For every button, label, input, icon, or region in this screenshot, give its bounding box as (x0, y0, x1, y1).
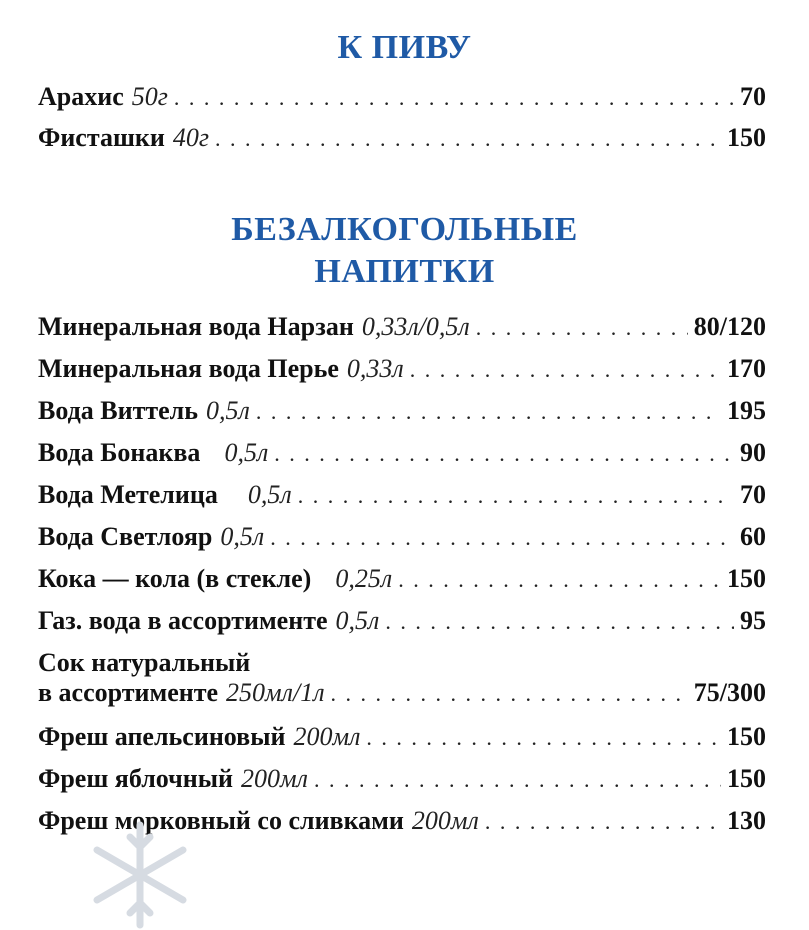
section-title-soft-drinks-line2: НАПИТКИ (314, 253, 495, 290)
dot-leader (256, 391, 721, 433)
item-volume: 0,5л (335, 606, 380, 635)
item-volume: 40г (172, 123, 210, 152)
item-price: 90 (740, 438, 766, 467)
dot-leader (385, 601, 734, 643)
item-name: Фреш апельсиновый (38, 722, 286, 751)
item-name: в ассортименте (38, 678, 219, 707)
menu-item (38, 474, 766, 516)
dot-leader (476, 307, 688, 349)
menu-item (38, 516, 766, 558)
dot-leader (174, 77, 734, 119)
item-volume: 0,5л (206, 396, 250, 425)
menu-item (38, 76, 766, 118)
item-price: 70 (740, 480, 766, 509)
item-volume: 0,33л/0,5л (361, 312, 470, 341)
dot-leader (331, 673, 688, 715)
item-volume: 50г (131, 82, 168, 111)
dot-leader (270, 517, 734, 559)
dot-leader (298, 475, 734, 517)
dot-leader (274, 433, 734, 475)
menu-item (38, 716, 766, 758)
item-volume: 200мл (293, 722, 361, 751)
item-price: 80/120 (693, 312, 766, 341)
dot-leader (366, 717, 721, 759)
item-volume: 250мл/1л (226, 678, 325, 707)
item-volume: 0,33л (346, 354, 404, 383)
section-title-beer-snacks: К ПИВУ (337, 29, 472, 66)
item-volume: 0,5л (224, 438, 269, 467)
item-name: Вода Бонаква (38, 438, 201, 467)
item-name: Минеральная вода Перье (38, 354, 339, 383)
dot-leader (314, 759, 721, 801)
item-name: Газ. вода в ассортименте (38, 606, 328, 635)
item-price: 195 (727, 396, 766, 425)
item-name: Кока — кола (в стекле) (38, 564, 312, 593)
menu-item (38, 758, 766, 800)
dot-leader (398, 559, 721, 601)
menu-item (38, 348, 766, 390)
item-price: 170 (727, 354, 766, 383)
item-volume: 0,5л (220, 522, 265, 551)
menu-item (38, 432, 766, 474)
item-price: 150 (727, 764, 766, 793)
item-name: Вода Светлояр (38, 522, 213, 551)
item-name: Арахис (38, 82, 124, 111)
item-name: Вода Виттель (38, 396, 198, 425)
dot-leader (485, 801, 721, 843)
dot-leader (215, 118, 721, 160)
item-name: Вода Метелица (38, 480, 218, 509)
item-price: 150 (727, 123, 766, 152)
item-name: Фисташки (38, 123, 165, 152)
item-price: 150 (727, 564, 766, 593)
menu-item (38, 306, 766, 348)
section-title-soft-drinks-line1: БЕЗАЛКОГОЛЬНЫЕ (231, 211, 578, 248)
menu-item (38, 672, 766, 714)
dot-leader (410, 349, 721, 391)
item-volume: 0,5л (247, 480, 292, 509)
item-price: 95 (740, 606, 766, 635)
menu-item (38, 600, 766, 642)
snowflake-icon (85, 820, 195, 930)
item-volume: 200мл (411, 806, 479, 835)
item-price: 70 (740, 82, 766, 111)
menu-item (38, 117, 766, 159)
item-name-line1: Сок натуральный (38, 648, 251, 677)
item-price: 150 (727, 722, 766, 751)
item-price: 75/300 (693, 678, 766, 707)
item-name: Минеральная вода Нарзан (38, 312, 354, 341)
item-name: Фреш морковный со сливками (38, 806, 404, 835)
item-volume: 200мл (241, 764, 308, 793)
menu-item (38, 390, 766, 432)
item-volume: 0,25л (335, 564, 393, 593)
item-name: Фреш яблочный (38, 764, 234, 793)
item-price: 60 (740, 522, 766, 551)
menu-item (38, 558, 766, 600)
item-price: 130 (727, 806, 766, 835)
